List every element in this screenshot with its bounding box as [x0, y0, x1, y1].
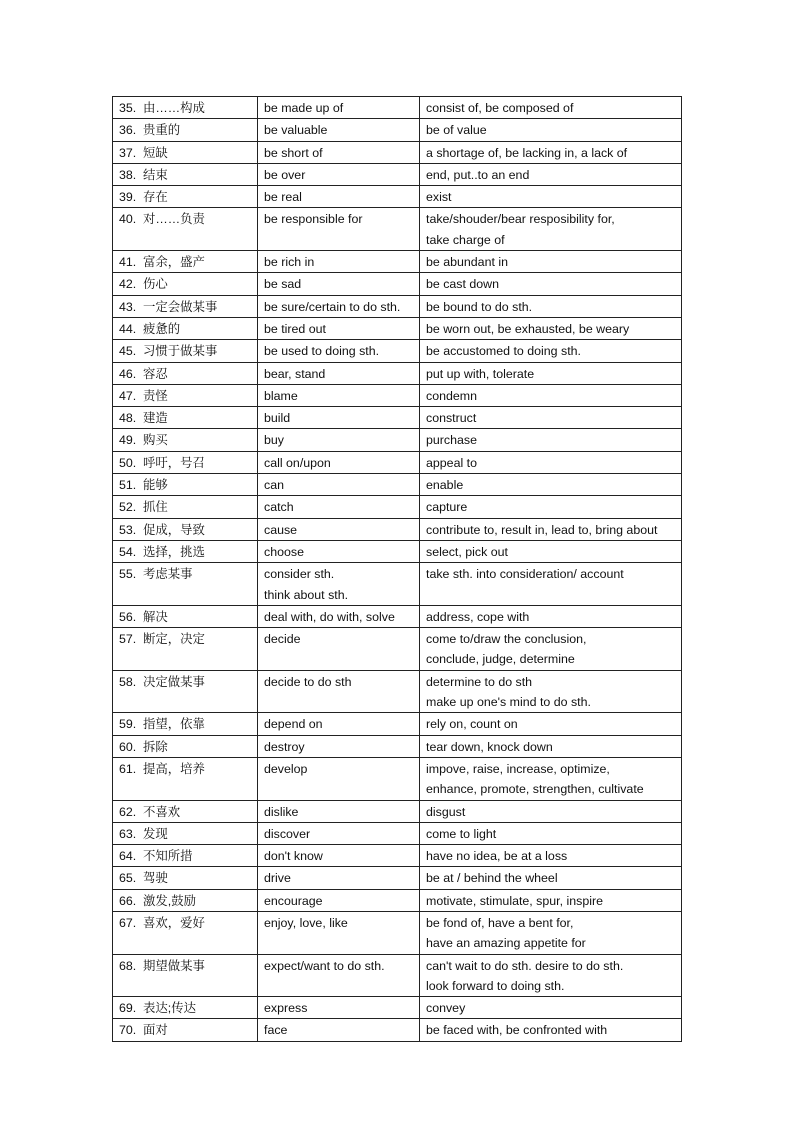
chinese-cell — [113, 208, 258, 251]
basic-expression-cell — [258, 628, 420, 671]
chinese-cell — [113, 496, 258, 518]
table-row — [113, 474, 682, 496]
row-number: 53. — [119, 522, 137, 537]
advanced-expression: determine to do sth — [426, 674, 533, 689]
basic-expression: encourage — [264, 893, 323, 908]
advanced-expression-cell — [420, 208, 682, 251]
table-row — [113, 713, 682, 735]
row-number: 63. — [119, 826, 137, 841]
basic-expression: be responsible for — [264, 212, 363, 227]
chinese-meaning: 购买 — [143, 433, 168, 448]
advanced-expression-cell — [420, 540, 682, 562]
advanced-expression-cell — [420, 451, 682, 473]
table-row — [113, 735, 682, 757]
vocabulary-table-body — [113, 97, 682, 1042]
basic-expression-cell — [258, 954, 420, 997]
advanced-expression-cell — [420, 628, 682, 671]
row-number: 52. — [119, 500, 137, 515]
table-row — [113, 954, 682, 997]
advanced-expression-cell — [420, 496, 682, 518]
basic-expression-cell — [258, 474, 420, 496]
row-number: 54. — [119, 544, 137, 559]
advanced-expression-cell — [420, 119, 682, 141]
advanced-expression-cell — [420, 163, 682, 185]
chinese-meaning: 不知所措 — [143, 849, 193, 864]
advanced-expression: purchase — [426, 433, 477, 448]
table-row — [113, 605, 682, 627]
basic-expression: be sad — [264, 277, 302, 292]
advanced-expression: exist — [426, 190, 452, 205]
advanced-expression-cell — [420, 670, 682, 713]
basic-expression-cell — [258, 208, 420, 251]
row-number: 41. — [119, 255, 137, 270]
advanced-expression: be at / behind the wheel — [426, 871, 558, 886]
chinese-cell — [113, 186, 258, 208]
chinese-cell — [113, 605, 258, 627]
table-row — [113, 911, 682, 954]
table-row — [113, 295, 682, 317]
table-row — [113, 496, 682, 518]
basic-expression: face — [264, 1023, 288, 1038]
basic-expression: can — [264, 478, 284, 493]
advanced-expression: rely on, count on — [426, 717, 518, 732]
vocabulary-table — [112, 96, 682, 1042]
basic-expression-cell — [258, 295, 420, 317]
advanced-expression: be bound to do sth. — [426, 299, 533, 314]
row-number: 40. — [119, 212, 137, 227]
table-row — [113, 384, 682, 406]
basic-expression: be sure/certain to do sth. — [264, 299, 401, 314]
table-row — [113, 1019, 682, 1041]
basic-expression-cell — [258, 141, 420, 163]
basic-expression-cell — [258, 451, 420, 473]
table-row — [113, 670, 682, 713]
table-row — [113, 362, 682, 384]
table-row — [113, 208, 682, 251]
row-number: 67. — [119, 915, 137, 930]
basic-expression-cell — [258, 273, 420, 295]
basic-expression-cell — [258, 518, 420, 540]
advanced-expression: put up with, tolerate — [426, 366, 535, 381]
table-row — [113, 407, 682, 429]
chinese-meaning: 由……构成 — [143, 101, 205, 115]
advanced-expression: disgust — [426, 804, 466, 819]
advanced-expression-cell — [420, 954, 682, 997]
advanced-expression-cell — [420, 867, 682, 889]
basic-expression-cell — [258, 605, 420, 627]
advanced-expression-cell — [420, 251, 682, 273]
chinese-meaning: 拆除 — [143, 739, 168, 754]
advanced-expression: can't wait to do sth. desire to do sth. — [426, 958, 624, 973]
basic-expression: deal with, do with, solve — [264, 609, 395, 624]
advanced-expression-cell — [420, 384, 682, 406]
row-number: 62. — [119, 804, 137, 819]
row-number: 51. — [119, 478, 137, 493]
table-row — [113, 889, 682, 911]
advanced-expression: a shortage of, be lacking in, a lack of — [426, 145, 628, 160]
basic-expression-cell — [258, 540, 420, 562]
chinese-meaning: 断定，决定 — [143, 632, 205, 647]
row-number: 58. — [119, 674, 137, 689]
row-number: 38. — [119, 167, 137, 182]
row-number: 65. — [119, 871, 137, 886]
advanced-expression: condemn — [426, 388, 477, 403]
chinese-meaning: 能够 — [143, 478, 168, 493]
table-row — [113, 141, 682, 163]
advanced-expression: be worn out, be exhausted, be weary — [426, 321, 630, 336]
advanced-expression: be abundant in — [426, 255, 508, 270]
table-row — [113, 757, 682, 800]
row-number: 44. — [119, 321, 137, 336]
row-number: 47. — [119, 388, 137, 403]
chinese-cell — [113, 735, 258, 757]
chinese-cell — [113, 1019, 258, 1041]
basic-expression-cell — [258, 735, 420, 757]
advanced-expression-cell — [420, 340, 682, 362]
advanced-expression-cell — [420, 889, 682, 911]
basic-expression-cell — [258, 563, 420, 606]
advanced-expression: have an amazing appetite for — [426, 936, 586, 951]
basic-expression-cell — [258, 911, 420, 954]
chinese-meaning: 解决 — [143, 609, 168, 624]
row-number: 69. — [119, 1001, 137, 1016]
basic-expression: decide to do sth — [264, 674, 352, 689]
chinese-cell — [113, 295, 258, 317]
basic-expression-cell — [258, 186, 420, 208]
basic-expression-cell — [258, 384, 420, 406]
basic-expression-cell — [258, 713, 420, 735]
advanced-expression-cell — [420, 845, 682, 867]
basic-expression-cell — [258, 1019, 420, 1041]
advanced-expression: motivate, stimulate, spur, inspire — [426, 893, 603, 908]
table-row — [113, 451, 682, 473]
chinese-cell — [113, 800, 258, 822]
advanced-expression: convey — [426, 1001, 466, 1016]
row-number: 56. — [119, 609, 137, 624]
table-row — [113, 800, 682, 822]
row-number: 45. — [119, 344, 137, 359]
chinese-cell — [113, 954, 258, 997]
chinese-meaning: 一定会做某事 — [143, 299, 218, 314]
basic-expression: enjoy, love, like — [264, 915, 348, 930]
advanced-expression-cell — [420, 362, 682, 384]
row-number: 55. — [119, 567, 137, 582]
chinese-cell — [113, 317, 258, 339]
chinese-meaning: 习惯于做某事 — [143, 344, 218, 359]
advanced-expression-cell — [420, 186, 682, 208]
row-number: 43. — [119, 299, 137, 314]
advanced-expression-cell — [420, 273, 682, 295]
chinese-cell — [113, 407, 258, 429]
basic-expression-cell — [258, 867, 420, 889]
basic-expression-cell — [258, 362, 420, 384]
advanced-expression-cell — [420, 757, 682, 800]
basic-expression: build — [264, 411, 291, 426]
advanced-expression: be accustomed to doing sth. — [426, 344, 581, 359]
chinese-cell — [113, 757, 258, 800]
basic-expression: call on/upon — [264, 455, 331, 470]
advanced-expression: address, cope with — [426, 609, 530, 624]
table-row — [113, 540, 682, 562]
basic-expression: be valuable — [264, 123, 328, 138]
advanced-expression-cell — [420, 822, 682, 844]
chinese-cell — [113, 340, 258, 362]
chinese-cell — [113, 867, 258, 889]
chinese-meaning: 指望，依靠 — [143, 717, 205, 732]
basic-expression: dislike — [264, 804, 299, 819]
basic-expression: be made up of — [264, 101, 344, 115]
basic-expression: decide — [264, 632, 301, 647]
basic-expression-cell — [258, 429, 420, 451]
advanced-expression: come to light — [426, 826, 497, 841]
chinese-cell — [113, 911, 258, 954]
advanced-expression-cell — [420, 407, 682, 429]
basic-expression: expect/want to do sth. — [264, 958, 385, 973]
basic-expression: cause — [264, 522, 298, 537]
chinese-cell — [113, 670, 258, 713]
chinese-meaning: 建造 — [143, 411, 168, 426]
chinese-meaning: 疲惫的 — [143, 321, 181, 336]
table-row — [113, 317, 682, 339]
table-row — [113, 163, 682, 185]
row-number: 37. — [119, 145, 137, 160]
chinese-meaning: 抓住 — [143, 500, 168, 515]
chinese-meaning: 决定做某事 — [143, 674, 205, 689]
table-row — [113, 563, 682, 606]
chinese-cell — [113, 273, 258, 295]
advanced-expression: construct — [426, 411, 477, 426]
row-number: 46. — [119, 366, 137, 381]
row-number: 59. — [119, 717, 137, 732]
table-row — [113, 119, 682, 141]
basic-expression-cell — [258, 757, 420, 800]
row-number: 48. — [119, 411, 137, 426]
basic-expression: depend on — [264, 717, 323, 732]
advanced-expression-cell — [420, 713, 682, 735]
advanced-expression: tear down, knock down — [426, 739, 553, 754]
basic-expression: be tired out — [264, 321, 326, 336]
chinese-cell — [113, 540, 258, 562]
basic-expression: be rich in — [264, 255, 315, 270]
row-number: 49. — [119, 433, 137, 448]
advanced-expression: impove, raise, increase, optimize, — [426, 761, 610, 776]
basic-expression: be real — [264, 190, 302, 205]
advanced-expression: take charge of — [426, 232, 505, 247]
advanced-expression: be faced with, be confronted with — [426, 1023, 608, 1038]
basic-expression: consider sth. — [264, 567, 335, 582]
advanced-expression: take sth. into consideration/ account — [426, 567, 624, 582]
chinese-meaning: 期望做某事 — [143, 958, 205, 973]
chinese-cell — [113, 845, 258, 867]
row-number: 66. — [119, 893, 137, 908]
basic-expression-cell — [258, 800, 420, 822]
basic-expression: think about sth. — [264, 587, 349, 602]
chinese-cell — [113, 628, 258, 671]
advanced-expression-cell — [420, 563, 682, 606]
advanced-expression-cell — [420, 518, 682, 540]
advanced-expression: have no idea, be at a loss — [426, 849, 568, 864]
advanced-expression: make up one's mind to do sth. — [426, 695, 591, 710]
advanced-expression: select, pick out — [426, 544, 508, 559]
chinese-meaning: 喜欢，爱好 — [143, 915, 205, 930]
row-number: 64. — [119, 849, 137, 864]
row-number: 35. — [119, 101, 137, 115]
table-row — [113, 518, 682, 540]
chinese-meaning: 选择，挑选 — [143, 544, 205, 559]
basic-expression-cell — [258, 889, 420, 911]
basic-expression: bear, stand — [264, 366, 326, 381]
basic-expression-cell — [258, 407, 420, 429]
table-row — [113, 251, 682, 273]
basic-expression: catch — [264, 500, 294, 515]
chinese-cell — [113, 518, 258, 540]
chinese-cell — [113, 563, 258, 606]
basic-expression: don't know — [264, 849, 323, 864]
chinese-meaning: 存在 — [143, 190, 168, 205]
chinese-meaning: 表达;传达 — [143, 1001, 197, 1016]
basic-expression-cell — [258, 822, 420, 844]
chinese-cell — [113, 429, 258, 451]
chinese-cell — [113, 451, 258, 473]
advanced-expression: conclude, judge, determine — [426, 652, 575, 667]
basic-expression: choose — [264, 544, 304, 559]
chinese-meaning: 发现 — [143, 826, 168, 841]
table-row — [113, 97, 682, 119]
advanced-expression: capture — [426, 500, 468, 515]
chinese-meaning: 对……负责 — [143, 212, 205, 227]
row-number: 68. — [119, 958, 137, 973]
row-number: 39. — [119, 190, 137, 205]
chinese-cell — [113, 251, 258, 273]
chinese-meaning: 结束 — [143, 167, 168, 182]
advanced-expression: take/shouder/bear resposibility for, — [426, 212, 615, 227]
basic-expression: blame — [264, 388, 298, 403]
chinese-cell — [113, 163, 258, 185]
chinese-meaning: 伤心 — [143, 277, 168, 292]
advanced-expression: consist of, be composed of — [426, 101, 574, 115]
row-number: 50. — [119, 455, 137, 470]
chinese-meaning: 激发,鼓励 — [143, 893, 197, 908]
chinese-cell — [113, 141, 258, 163]
advanced-expression: come to/draw the conclusion, — [426, 632, 587, 647]
chinese-meaning: 驾驶 — [143, 871, 168, 886]
advanced-expression: contribute to, result in, lead to, bring about — [426, 522, 658, 537]
row-number: 60. — [119, 739, 137, 754]
basic-expression: develop — [264, 761, 308, 776]
basic-expression: drive — [264, 871, 291, 886]
chinese-meaning: 责怪 — [143, 388, 168, 403]
chinese-meaning: 提高，培养 — [143, 761, 205, 776]
advanced-expression-cell — [420, 295, 682, 317]
advanced-expression-cell — [420, 605, 682, 627]
basic-expression-cell — [258, 163, 420, 185]
chinese-meaning: 呼吁，号召 — [143, 455, 205, 470]
advanced-expression-cell — [420, 474, 682, 496]
row-number: 61. — [119, 761, 137, 776]
basic-expression-cell — [258, 997, 420, 1019]
row-number: 57. — [119, 632, 137, 647]
advanced-expression-cell — [420, 317, 682, 339]
advanced-expression: appeal to — [426, 455, 477, 470]
table-row — [113, 628, 682, 671]
table-row — [113, 340, 682, 362]
advanced-expression: end, put..to an end — [426, 167, 530, 182]
table-row — [113, 867, 682, 889]
basic-expression-cell — [258, 97, 420, 119]
chinese-cell — [113, 997, 258, 1019]
chinese-cell — [113, 713, 258, 735]
table-row — [113, 429, 682, 451]
chinese-cell — [113, 362, 258, 384]
table-row — [113, 997, 682, 1019]
advanced-expression: be of value — [426, 123, 487, 138]
table-row — [113, 186, 682, 208]
advanced-expression-cell — [420, 997, 682, 1019]
chinese-cell — [113, 119, 258, 141]
chinese-cell — [113, 384, 258, 406]
basic-expression-cell — [258, 340, 420, 362]
chinese-meaning: 不喜欢 — [143, 804, 181, 819]
advanced-expression-cell — [420, 911, 682, 954]
advanced-expression: look forward to doing sth. — [426, 978, 565, 993]
chinese-meaning: 促成，导致 — [143, 522, 205, 537]
chinese-meaning: 贵重的 — [143, 123, 181, 138]
basic-expression: destroy — [264, 739, 305, 754]
table-row — [113, 273, 682, 295]
chinese-meaning: 容忍 — [143, 366, 168, 381]
row-number: 36. — [119, 123, 137, 138]
chinese-meaning: 短缺 — [143, 145, 168, 160]
advanced-expression-cell — [420, 141, 682, 163]
advanced-expression: enable — [426, 478, 464, 493]
advanced-expression: be fond of, have a bent for, — [426, 915, 574, 930]
basic-expression-cell — [258, 845, 420, 867]
advanced-expression-cell — [420, 1019, 682, 1041]
row-number: 70. — [119, 1023, 137, 1038]
basic-expression: be used to doing sth. — [264, 344, 380, 359]
basic-expression-cell — [258, 119, 420, 141]
basic-expression-cell — [258, 496, 420, 518]
basic-expression: express — [264, 1001, 308, 1016]
basic-expression: be short of — [264, 145, 323, 160]
basic-expression: discover — [264, 826, 311, 841]
table-row — [113, 845, 682, 867]
chinese-cell — [113, 889, 258, 911]
basic-expression: buy — [264, 433, 284, 448]
basic-expression-cell — [258, 317, 420, 339]
advanced-expression-cell — [420, 97, 682, 119]
chinese-cell — [113, 822, 258, 844]
basic-expression-cell — [258, 670, 420, 713]
chinese-cell — [113, 97, 258, 119]
advanced-expression-cell — [420, 429, 682, 451]
advanced-expression: enhance, promote, strengthen, cultivate — [426, 782, 644, 797]
basic-expression: be over — [264, 167, 306, 182]
basic-expression-cell — [258, 251, 420, 273]
chinese-meaning: 面对 — [143, 1023, 168, 1038]
chinese-meaning: 考虑某事 — [143, 567, 193, 582]
chinese-cell — [113, 474, 258, 496]
advanced-expression-cell — [420, 735, 682, 757]
table-row — [113, 822, 682, 844]
advanced-expression: be cast down — [426, 277, 500, 292]
chinese-meaning: 富余，盛产 — [143, 255, 205, 270]
row-number: 42. — [119, 277, 137, 292]
advanced-expression-cell — [420, 800, 682, 822]
